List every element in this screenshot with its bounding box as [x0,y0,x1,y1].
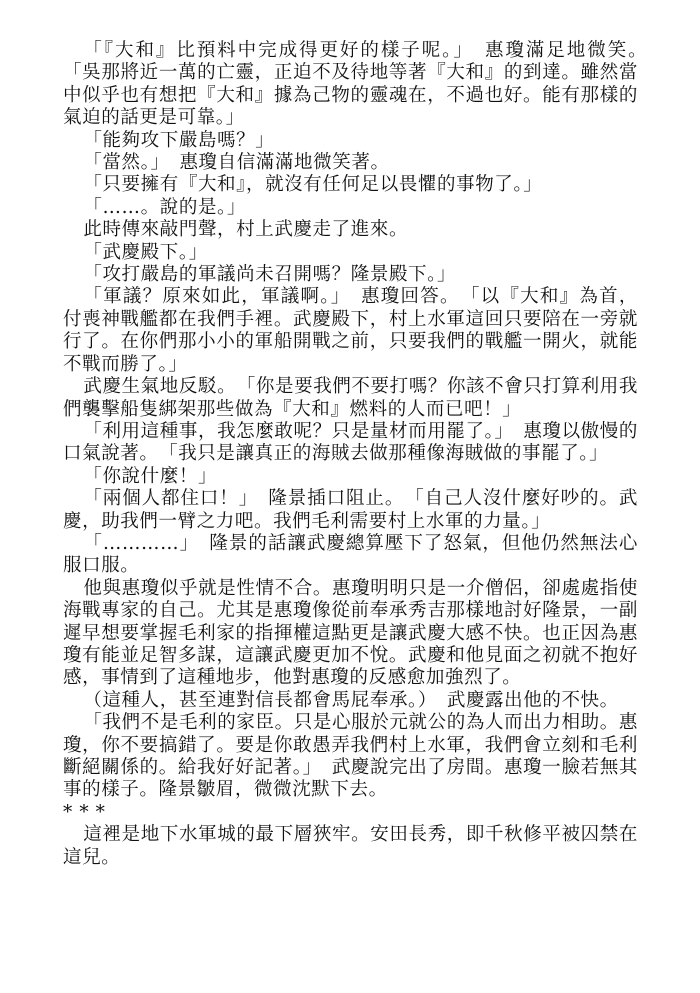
paragraph: （這種人，甚至連對信長都會馬屁奉承。） 武慶露出他的不快。 [83,689,619,711]
paragraph: 「兩個人都住口！」 隆景插口阻止。 「自己人沒什麼好吵的。武慶，助我們一臂之力吧。我們毛利需要村上水軍的力量。」 [63,488,638,532]
paragraph: 「只要擁有『大和』，就沒有任何足以畏懼的事物了。」 [83,174,543,196]
paragraph: 此時傳來敲門聲，村上武慶走了進來。 [83,219,409,241]
document-body [63,40,658,869]
scene-break: * * * [63,801,106,823]
paragraph: 「軍議？原來如此，軍議啊。」 惠瓊回答。 「以『大和』為首，付喪神戰艦都在我們手裡。武慶殿下，村上水軍這回只要陪在一旁就行了。在你們那小小的軍船開戰之前，只要我們的戰艦一開火，就能不戰而勝了。」 [63,286,638,375]
paragraph: 「武慶殿下。」 [83,241,208,263]
paragraph: 「……。說的是。」 [83,196,246,218]
paragraph: 「你說什麼！」 [83,465,218,487]
paragraph: 他與惠瓊似乎就是性情不合。惠瓊明明只是一介僧侶，卻處處指使海戰專家的自己。尤其是惠瓊像從前奉承秀吉那樣地討好隆景，一副遲早想要掌握毛利家的指揮權這點更是讓武慶大感不快。也正因為惠瓊有能並足智多謀，這讓武慶更加不悅。武慶和他見面之初就不抱好感，事情到了這種地步，他對惠瓊的反感愈加強烈了。 [63,577,638,689]
paragraph: 「『大和』比預料中完成得更好的樣子呢。」 惠瓊滿足地微笑。 「吳那將近一萬的亡靈，正迫不及待地等著『大和』的到達。雖然當中似乎也有想把『大和』據為己物的靈魂在，不過也好。能有那樣的氣迫的話更是可靠。」 [63,40,658,129]
paragraph: 「我們不是毛利的家臣。只是心服於元就公的為人而出力相助。惠瓊，你不要搞錯了。要是你敢愚弄我們村上水軍，我們會立刻和毛利斷絕關係的。給我好好記著。」 武慶說完出了房間。惠瓊一臉若無其事的樣子。隆景皺眉，微微沈默下去。 [63,712,638,801]
paragraph: 「利用這種事，我怎麼敢呢？只是量材而用罷了。」 惠瓊以傲慢的口氣說著。 「我只是讓真正的海賊去做那種像海賊做的事罷了。」 [63,420,638,465]
paragraph: 「當然。」 惠瓊自信滿滿地微笑著。 [83,152,390,174]
paragraph: 「能夠攻下嚴島嗎？」 [83,129,275,151]
paragraph: 「…………」 隆景的話讓武慶總算壓下了怒氣，但他仍然無法心服口服。 [63,532,638,577]
paragraph: 武慶生氣地反駁。 「你是要我們不要打嗎？你該不會只打算利用我們襲擊船隻綁架那些做為『大和』燃料的人而已吧！」 [63,376,638,420]
paragraph: 這裡是地下水軍城的最下層狹牢。安田長秀，即千秋修平被囚禁在這兒。 [63,824,638,868]
paragraph: 「攻打嚴島的軍議尚未召開嗎？隆景殿下。」 [83,264,457,286]
